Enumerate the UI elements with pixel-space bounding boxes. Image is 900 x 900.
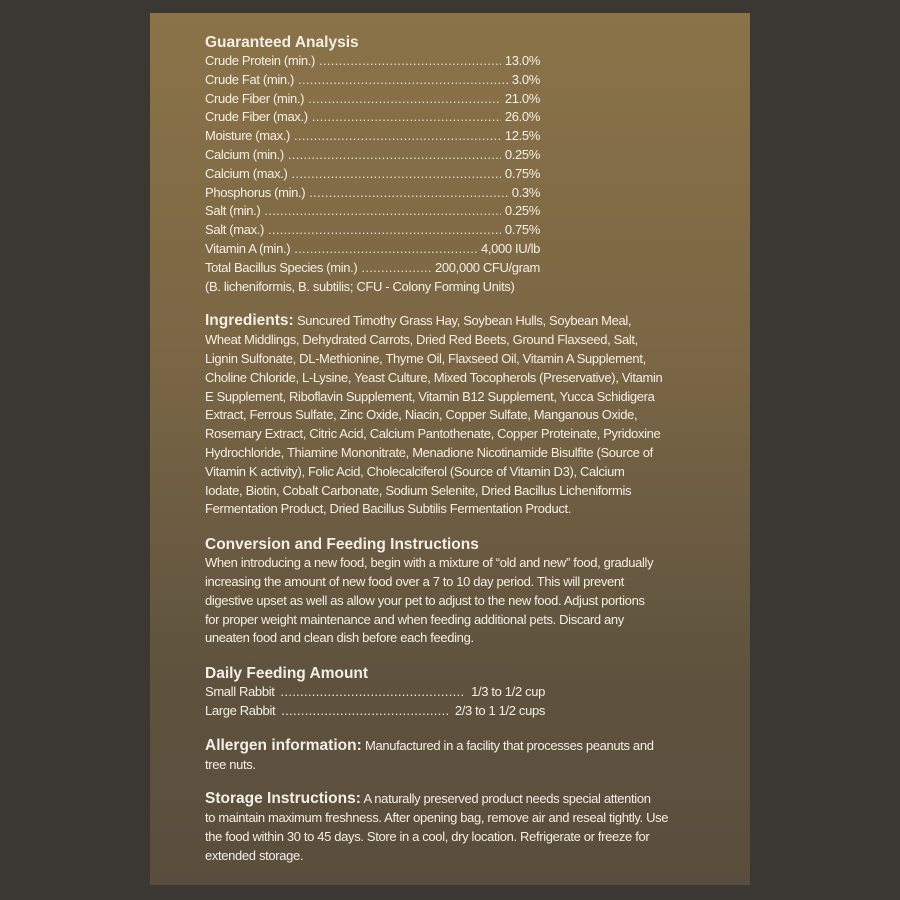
analysis-row [205,184,540,203]
analysis-row [205,71,540,90]
ingredients-text: Extract, Ferrous Sulfate, Zinc Oxide, Niacin, Copper Sulfate, Manganous Oxide, [205,407,638,423]
dot-leader [294,240,477,259]
ingredients-line [205,312,705,331]
analysis-row [205,146,540,165]
dot-leader [294,127,501,146]
row-label: Crude Fiber (max.) [205,109,308,125]
row-label: Small Rabbit [205,684,275,700]
row-label: Crude Protein (min.) [205,53,316,68]
conversion-heading: Conversion and Feeding Instructions [205,536,479,554]
row-label: Total Bacillus Species (min.) [205,259,358,275]
row-value: 21.0% [504,90,540,106]
storage-text: to maintain maximum freshness. After opening bag, remove air and reseal tightly. Use [205,810,669,826]
allergen-text: Manufactured in a facility that processes peanuts and [365,737,654,753]
feeding-row [205,683,545,702]
conversion-line [205,573,705,592]
dot-leader [312,108,501,127]
row-label: Salt (max.) [205,222,264,238]
storage-heading: Storage Instructions: [205,790,361,808]
analysis-row [205,202,540,221]
ingredients-text: Iodate, Biotin, Cobalt Carbonate, Sodium Selenite, Dried Bacillus Licheniformis [205,482,632,498]
dot-leader [281,702,449,721]
dot-leader [361,259,431,278]
row-label: Phosphorus (min.) [205,184,306,200]
dot-leader [298,71,508,90]
guaranteed-analysis-note: (B. licheniformis, B. subtilis; CFU - Colony Forming Units) [205,278,515,294]
conversion-text: digestive upset as well as allow your pet to adjust to the new food. Adjust portions [205,592,645,608]
analysis-row [205,127,540,146]
conversion-text: for proper weight maintenance and when feeding additional pets. Discard any [205,611,624,627]
ingredients-heading: Ingredients: [205,312,294,330]
analysis-row [205,221,540,240]
ingredients-text: E Supplement, Riboflavin Supplement, Vitamin B12 Supplement, Yucca Schidigera [205,388,655,404]
feeding-row [205,702,545,721]
dot-leader [288,146,501,165]
storage-line [205,847,705,866]
dot-leader [268,221,501,240]
row-label: Salt (min.) [205,203,261,219]
row-label: Calcium (min.) [205,146,284,162]
ingredients-text: Suncured Timothy Grass Hay, Soybean Hulls, Soybean Meal, [296,313,632,329]
daily-feeding-heading: Daily Feeding Amount [205,665,369,683]
dot-leader [319,52,501,71]
conversion-line [205,629,705,648]
ingredients-text: Choline Chloride, L-Lysine, Yeast Culture, Mixed Tocopherols (Preservative), Vitamin [205,369,663,385]
guaranteed-analysis-section [205,33,705,296]
label-panel [150,13,750,885]
row-value: 4,000 IU/lb [480,240,540,256]
row-label: Moisture (max.) [205,128,291,144]
row-value: 0.25% [504,203,540,219]
row-value: 0.75% [504,165,540,181]
storage-line [205,828,705,847]
row-label: Large Rabbit [205,702,276,718]
ingredients-line [205,500,705,519]
row-label: Calcium (max.) [205,165,288,181]
row-value: 200,000 CFU/gram [435,259,540,275]
allergen-line [205,737,705,756]
conversion-line [205,554,705,573]
row-value: 0.3% [511,184,540,200]
row-value: 3.0% [511,71,540,87]
dot-leader [292,165,501,184]
storage-line [205,809,705,828]
ingredients-line [205,463,705,482]
conversion-line [205,611,705,630]
ingredients-line [205,406,705,425]
ingredients-text: Vitamin K activity), Folic Acid, Cholecalciferol (Source of Vitamin D3), Calcium [205,463,625,479]
row-label: Crude Fat (min.) [205,71,295,87]
row-value: 1/3 to 1/2 cup [471,684,545,700]
ingredients-line [205,369,705,388]
ingredients-line [205,482,705,501]
dot-leader [308,90,501,109]
allergen-heading: Allergen information: [205,736,362,754]
dot-leader [309,184,508,203]
ingredients-line [205,425,705,444]
storage-text: A naturally preserved product needs special attention [363,791,651,807]
ingredients-line [205,350,705,369]
ingredients-line [205,388,705,407]
ingredients-line [205,331,705,350]
storage-text: extended storage. [205,847,304,863]
storage-text: the food within 30 to 45 days. Store in a cool, dry location. Refrigerate or freeze for [205,828,650,844]
row-value: 0.25% [504,146,540,162]
dot-leader [264,202,500,221]
ingredients-section [205,312,705,519]
dot-leader [281,683,466,702]
row-value: 13.0% [504,53,540,68]
analysis-row [205,165,540,184]
conversion-line [205,592,705,611]
ingredients-text: Hydrochloride, Thiamine Mononitrate, Menadione Nicotinamide Bisulfite (Source of [205,444,653,460]
allergen-section [205,737,705,775]
conversion-text: uneaten food and clean dish before each feeding. [205,630,474,646]
analysis-row [205,259,540,278]
analysis-row [205,52,540,71]
row-value: 0.75% [504,222,540,238]
ingredients-line [205,444,705,463]
row-label: Crude Fiber (min.) [205,90,305,106]
row-value: 12.5% [504,128,540,144]
row-value: 2/3 to 1 1/2 cups [454,702,545,718]
label-content [205,33,705,865]
ingredients-text: Rosemary Extract, Citric Acid, Calcium Pantothenate, Copper Proteinate, Pyridoxine [205,426,661,442]
ingredients-text: Lignin Sulfonate, DL-Methionine, Thyme Oil, Flaxseed Oil, Vitamin A Supplement, [205,350,646,366]
daily-feeding-section [205,664,705,721]
guaranteed-analysis-heading: Guaranteed Analysis [205,34,359,51]
conversion-section [205,535,705,648]
conversion-text: increasing the amount of new food over a 7 to 10 day period. This will prevent [205,573,625,589]
analysis-row [205,108,540,127]
ingredients-text: Wheat Middlings, Dehydrated Carrots, Dried Red Beets, Ground Flaxseed, Salt, [205,332,638,348]
analysis-row [205,240,540,259]
row-value: 26.0% [504,109,540,125]
row-label: Vitamin A (min.) [205,240,291,256]
ingredients-text: Fermentation Product, Dried Bacillus Subtilis Fermentation Product. [205,501,571,517]
conversion-text: When introducing a new food, begin with a mixture of “old and new” food, gradually [205,555,654,571]
storage-section [205,790,705,865]
storage-line [205,790,705,809]
analysis-row [205,90,540,109]
allergen-line [205,756,705,775]
allergen-text: tree nuts. [205,756,256,772]
